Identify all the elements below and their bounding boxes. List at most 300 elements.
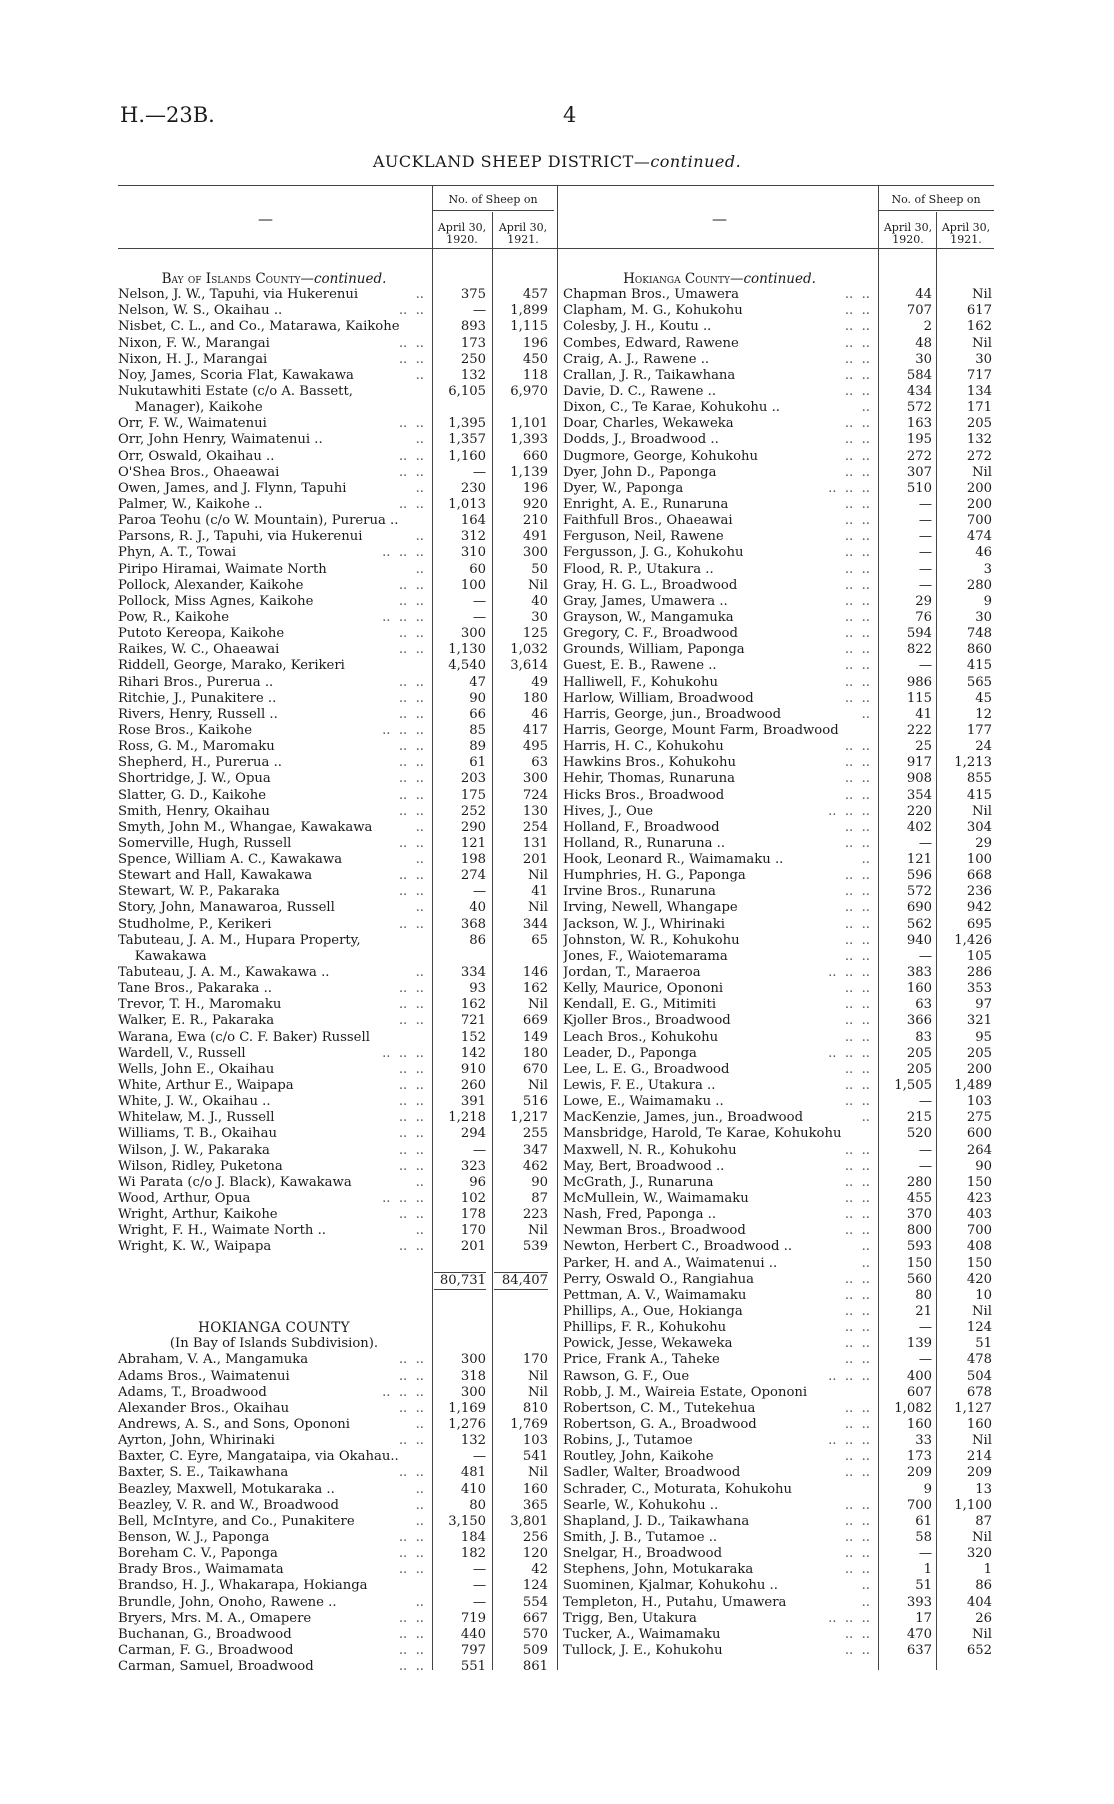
leader-dots: .. [415, 1416, 424, 1432]
leader-dots: .. [861, 1239, 870, 1255]
leader-dots: .. [415, 480, 424, 496]
sheep-1920: 312 [460, 529, 486, 545]
leader-dots: .. [415, 432, 424, 448]
table-row [563, 739, 994, 755]
owner-name: Ayrton, John, Whirinaki [118, 1433, 275, 1449]
owner-name: Rose Bros., Kaikohe [118, 722, 253, 738]
owner-name: Harris, H. C., Kohukohu [563, 739, 724, 755]
sheep-1920: — [472, 303, 486, 319]
table-row [563, 1207, 994, 1223]
leader-dots: .. .. [844, 916, 870, 932]
sheep-1920: 17 [915, 1610, 932, 1626]
table-row [563, 1143, 994, 1159]
leader-dots: .. .. [398, 916, 424, 932]
leader-dots: .. .. [398, 674, 424, 690]
leader-dots: .. .. [398, 1142, 424, 1158]
owner-name: Ritchie, J., Punakitere .. [118, 690, 277, 706]
sheep-1921: 24 [975, 739, 992, 755]
sheep-1921: 63 [531, 755, 548, 771]
sheep-1921: 423 [966, 1191, 992, 1207]
sheep-1921: 95 [975, 1029, 992, 1045]
owner-name: Shepherd, H., Pureruа .. [118, 755, 282, 771]
sheep-1920: — [472, 1578, 486, 1594]
sheep-1920: 3,150 [448, 1513, 486, 1529]
table-row [118, 771, 554, 787]
owner-name: Spence, William A. C., Kawakawa [118, 852, 343, 868]
owner-name: Nukutawhiti Estate (c/o A. Bassett, [118, 383, 353, 399]
sheep-1921: 668 [966, 868, 992, 884]
owner-name: Maxwell, N. R., Kohukohu [563, 1142, 737, 1158]
table-row [118, 1482, 554, 1498]
sheep-1920: 61 [915, 1513, 932, 1529]
right-group-rule [878, 210, 994, 211]
owner-name: Wright, F. H., Waimate North .. [118, 1223, 326, 1239]
sheep-1921: 6,970 [510, 383, 548, 399]
table-row [118, 820, 554, 836]
sheep-1920: 370 [906, 1207, 932, 1223]
sheep-1921: 160 [522, 1481, 548, 1497]
owner-name: Adams Bros., Waimatenui [118, 1368, 290, 1384]
sheep-1921: 40 [531, 593, 548, 609]
sheep-1920: 86 [469, 932, 486, 948]
sheep-1920: 274 [460, 868, 486, 884]
sheep-1921: 87 [531, 1191, 548, 1207]
table-row [563, 642, 994, 658]
leader-dots: .. .. [398, 593, 424, 609]
owner-name: Davie, D. C., Rawene .. [563, 383, 717, 399]
sheep-1921: 3,801 [510, 1513, 548, 1529]
table-row [118, 497, 554, 513]
sheep-1920: 334 [460, 965, 486, 981]
owner-name: Newman Bros., Broadwood [563, 1223, 746, 1239]
owner-name: Buchanan, G., Broadwood [118, 1626, 292, 1642]
sheep-1920: 40 [469, 900, 486, 916]
leader-dots: .. .. [844, 1336, 870, 1352]
leader-dots: .. .. [844, 1013, 870, 1029]
owner-name: Smyth, John M., Whangae, Kawakawa [118, 819, 373, 835]
sheep-1920: 481 [460, 1465, 486, 1481]
sheep-1920: 83 [915, 1029, 932, 1045]
leader-dots: .. .. [844, 787, 870, 803]
table-row [563, 949, 994, 965]
sheep-1921: 320 [966, 1546, 992, 1562]
table-row [563, 626, 994, 642]
sheep-1921: 300 [522, 545, 548, 561]
sheep-1921: 365 [522, 1497, 548, 1513]
leader-dots: .. .. [844, 1546, 870, 1562]
table-row [563, 981, 994, 997]
leader-dots: .. .. [844, 1320, 870, 1336]
sheep-1920: 368 [460, 916, 486, 932]
sheep-1921: 403 [966, 1207, 992, 1223]
leader-dots: .. .. [398, 642, 424, 658]
sheep-1920: 402 [906, 819, 932, 835]
leader-dots: .. .. [844, 545, 870, 561]
owner-name: Riddell, George, Marako, Kerikeri [118, 658, 345, 674]
sheep-1920: 318 [460, 1368, 486, 1384]
owner-name: Robb, J. M., Waireia Estate, Opononi [563, 1384, 808, 1400]
leader-dots: .. .. [844, 868, 870, 884]
sheep-1921: 177 [966, 722, 992, 738]
owner-name: Newton, Herbert C., Broadwood .. [563, 1239, 793, 1255]
section-heading [563, 271, 876, 287]
sheep-1921: 146 [522, 965, 548, 981]
owner-name: Tabuteau, J. A. M., Hupara Property, [118, 932, 361, 948]
leader-dots: .. .. [398, 981, 424, 997]
table-row [563, 1239, 994, 1255]
leader-dots: .. [415, 819, 424, 835]
sheep-1921: 570 [522, 1626, 548, 1642]
total-1921: 84,407 [494, 1272, 548, 1290]
table-row [118, 400, 554, 416]
sheep-1920: 551 [460, 1659, 486, 1675]
table-row [118, 416, 554, 432]
sheep-1920: 205 [906, 1045, 932, 1061]
sheep-1920: 510 [906, 480, 932, 496]
table-row [118, 852, 554, 868]
table-row [563, 384, 994, 400]
sheep-1920: 520 [906, 1126, 932, 1142]
leader-dots: .. .. [844, 1449, 870, 1465]
owner-name: Powick, Jesse, Wekaweka [563, 1336, 733, 1352]
sheep-1920: 607 [906, 1384, 932, 1400]
owner-name: Shortridge, J. W., Opua [118, 771, 271, 787]
sheep-1921: 118 [522, 367, 548, 383]
sheep-1921: 236 [966, 884, 992, 900]
sheep-1920: 940 [906, 932, 932, 948]
leader-dots: .. .. [398, 771, 424, 787]
table-row [118, 1126, 554, 1142]
owner-name: O'Shea Bros., Ohaeawai [118, 464, 280, 480]
table-row [118, 949, 554, 965]
owner-name: Hawkins Bros., Kohukohu [563, 755, 736, 771]
sheep-1920: 89 [469, 739, 486, 755]
sheep-1921: 617 [966, 303, 992, 319]
table-row [118, 1175, 554, 1191]
sheep-1921: 120 [522, 1546, 548, 1562]
table-row [563, 1578, 994, 1594]
leader-dots: .. [415, 900, 424, 916]
sheep-1921: Nil [528, 997, 548, 1013]
table-row [563, 1046, 994, 1062]
sheep-1920: — [918, 1094, 932, 1110]
owner-name: Somerville, Hugh, Russell [118, 835, 292, 851]
leader-dots: .. .. [398, 835, 424, 851]
sheep-1920: 205 [906, 1061, 932, 1077]
sheep-1921: 1,100 [954, 1497, 992, 1513]
sheep-1920: 150 [906, 1255, 932, 1271]
sheep-1920: 139 [906, 1336, 932, 1352]
sheep-1920: — [472, 464, 486, 480]
table-row [563, 1530, 994, 1546]
sheep-1921: 90 [531, 1174, 548, 1190]
table-row [563, 1595, 994, 1611]
table-row [563, 723, 994, 739]
sheep-1920: 572 [906, 400, 932, 416]
table-row [563, 287, 994, 303]
table-row [563, 771, 994, 787]
sheep-1920: 198 [460, 852, 486, 868]
sheep-1920: — [918, 658, 932, 674]
sheep-1921: 201 [522, 852, 548, 868]
sheep-1921: 462 [522, 1158, 548, 1174]
owner-name: Price, Frank A., Taheke [563, 1352, 720, 1368]
sheep-1921: 660 [522, 448, 548, 464]
owner-name: Alexander Bros., Okaihau [118, 1400, 290, 1416]
sheep-1921: 30 [975, 609, 992, 625]
leader-dots: .. .. [398, 448, 424, 464]
owner-name: Tullock, J. E., Kohukohu [563, 1642, 723, 1658]
sheep-1920: 391 [460, 1094, 486, 1110]
owner-name: Jackson, W. J., Whirinaki [563, 916, 725, 932]
owner-name: Halliwell, F., Kohukohu [563, 674, 718, 690]
owner-name: Wilson, Ridley, Puketona [118, 1158, 283, 1174]
owner-name: Abraham, V. A., Mangamuka [118, 1352, 309, 1368]
table-row [118, 578, 554, 594]
table-row [563, 1401, 994, 1417]
sheep-1920: 33 [915, 1433, 932, 1449]
sheep-1921: 415 [966, 658, 992, 674]
owner-name: Holland, F., Broadwood [563, 819, 720, 835]
table-row [118, 900, 554, 916]
sheep-1920: 1,169 [448, 1400, 486, 1416]
owner-name: Andrews, A. S., and Sons, Opononi [118, 1416, 350, 1432]
sheep-1921: 495 [522, 739, 548, 755]
sheep-1920: 9 [923, 1481, 932, 1497]
sheep-1920: 637 [906, 1642, 932, 1658]
owner-name: Robertson, G. A., Broadwood [563, 1416, 757, 1432]
leader-dots: .. .. [844, 1529, 870, 1545]
table-row [118, 1546, 554, 1562]
leader-dots: .. .. [844, 1174, 870, 1190]
owner-name: Dixon, C., Te Karae, Kohukohu .. [563, 400, 780, 416]
sheep-1920: 707 [906, 303, 932, 319]
owner-name: Walker, E. R., Pakaraka [118, 1013, 275, 1029]
leader-dots: .. .. .. [828, 965, 870, 981]
sheep-1921: 134 [966, 383, 992, 399]
leader-dots: .. [861, 400, 870, 416]
sheep-1920: 719 [460, 1610, 486, 1626]
sheep-1921: 132 [966, 432, 992, 448]
leader-dots: .. .. [398, 884, 424, 900]
owner-name: Bell, McIntyre, and Co., Punakitere [118, 1513, 355, 1529]
sheep-1920: 222 [906, 722, 932, 738]
sheep-1920: 170 [460, 1223, 486, 1239]
sheep-1920: 721 [460, 1013, 486, 1029]
sheep-1920: 61 [469, 755, 486, 771]
sheep-1920: 220 [906, 803, 932, 819]
leader-dots: .. .. [398, 1546, 424, 1562]
sheep-1921: 124 [522, 1578, 548, 1594]
leader-dots: .. [861, 1110, 870, 1126]
table-row [118, 658, 554, 674]
owner-name: Warana, Ewa (c/o C. F. Baker) Russell [118, 1029, 370, 1045]
sheep-1920: 470 [906, 1626, 932, 1642]
table-row [118, 1159, 554, 1175]
owner-name: Parsons, R. J., Tapuhi, via Hukerenui [118, 529, 363, 545]
sheep-1921: 100 [966, 852, 992, 868]
sheep-1920: 201 [460, 1239, 486, 1255]
owner-name: Studholme, P., Kerikeri [118, 916, 272, 932]
sheep-1921: 344 [522, 916, 548, 932]
table-row [563, 336, 994, 352]
table-row [563, 1562, 994, 1578]
sheep-1921: 149 [522, 1029, 548, 1045]
sheep-1920: — [472, 1449, 486, 1465]
table-row [118, 1046, 554, 1062]
leader-dots: .. .. [398, 1642, 424, 1658]
leader-dots: .. .. [844, 416, 870, 432]
sheep-1920: 455 [906, 1191, 932, 1207]
sheep-1920: 160 [906, 1416, 932, 1432]
table-row [563, 884, 994, 900]
owner-name: Pollock, Alexander, Kaikohe [118, 577, 304, 593]
owner-name: Story, John, Manawaroa, Russell [118, 900, 335, 916]
sheep-1921: 541 [522, 1449, 548, 1465]
sheep-1921: 861 [522, 1659, 548, 1675]
owner-name: Gray, James, Umawera .. [563, 593, 728, 609]
leader-dots: .. .. [398, 1368, 424, 1384]
table-row [118, 675, 554, 691]
table-row [118, 868, 554, 884]
sheep-1921: 474 [966, 529, 992, 545]
sheep-1920: 290 [460, 819, 486, 835]
owner-name: Nisbet, C. L., and Co., Matarawa, Kaikohe [118, 319, 400, 335]
sheep-1921: 205 [966, 416, 992, 432]
sheep-1920: 2 [923, 319, 932, 335]
sheep-1920: 307 [906, 464, 932, 480]
sheep-1921: 3,614 [510, 658, 548, 674]
owner-name: Rihari Bros., Pureruа .. [118, 674, 274, 690]
leader-dots: .. .. [844, 658, 870, 674]
leader-dots: .. .. [398, 1078, 424, 1094]
sheep-1920: 1 [923, 1562, 932, 1578]
sheep-1921: 200 [966, 1061, 992, 1077]
leader-dots: .. [415, 561, 424, 577]
leader-dots: .. .. [398, 1562, 424, 1578]
leader-dots: .. .. [844, 496, 870, 512]
owner-name: Manager), Kaikohe [118, 400, 263, 416]
leader-dots: .. .. [844, 997, 870, 1013]
sheep-1921: 1,393 [510, 432, 548, 448]
sheep-1920: 560 [906, 1271, 932, 1287]
owner-name: Guest, E. B., Rawene .. [563, 658, 717, 674]
sheep-1921: 3 [983, 561, 992, 577]
owner-name: Hives, J., Oue [563, 803, 654, 819]
table-row [118, 1369, 554, 1385]
leader-dots: .. .. [398, 335, 424, 351]
leader-dots: .. .. [398, 1529, 424, 1545]
owner-name: Pow, R., Kaikohe [118, 609, 230, 625]
owner-name: McGrath, J., Runaruna [563, 1174, 714, 1190]
leader-dots: .. .. [844, 1061, 870, 1077]
leader-dots: .. .. [398, 496, 424, 512]
sheep-1921: 404 [966, 1594, 992, 1610]
owner-name: Brundle, John, Onoho, Rawene .. [118, 1594, 337, 1610]
sheep-1921: 748 [966, 626, 992, 642]
sheep-1920: 6,105 [448, 383, 486, 399]
sheep-1920: 142 [460, 1045, 486, 1061]
sheep-1920: 1,130 [448, 642, 486, 658]
sheep-1920: 434 [906, 383, 932, 399]
leader-dots: .. .. [398, 303, 424, 319]
sheep-1921: 46 [531, 706, 548, 722]
sheep-1920: 85 [469, 722, 486, 738]
table-row [118, 449, 554, 465]
sheep-1920: 300 [460, 626, 486, 642]
sheep-1921: 810 [522, 1400, 548, 1416]
leader-dots: .. .. [844, 1158, 870, 1174]
sheep-1921: 45 [975, 690, 992, 706]
table-row [118, 642, 554, 658]
table-row [118, 352, 554, 368]
section-continued: —continued. [729, 271, 816, 287]
owner-name: Owen, James, and J. Flynn, Tapuhi [118, 480, 347, 496]
leader-dots: .. .. [844, 674, 870, 690]
sheep-1920: 132 [460, 1433, 486, 1449]
sheep-1921: 717 [966, 367, 992, 383]
owner-name: Hicks Bros., Broadwood [563, 787, 725, 803]
sheep-1921: 457 [522, 287, 548, 303]
table-row [563, 319, 994, 335]
owner-name: Jordan, T., Maraeroa [563, 965, 701, 981]
section-name: Hokianga County [623, 271, 730, 287]
sheep-1921: Nil [528, 1368, 548, 1384]
leader-dots: .. .. [844, 432, 870, 448]
sheep-1920: 48 [915, 335, 932, 351]
table-row [563, 820, 994, 836]
owner-name: Kawakawa [118, 948, 207, 964]
leader-dots: .. .. [398, 351, 424, 367]
sheep-1921: 205 [966, 1045, 992, 1061]
sheep-1921: 942 [966, 900, 992, 916]
sheep-1920: 173 [460, 335, 486, 351]
owner-name: Tucker, A., Waimamaku [563, 1626, 721, 1642]
sheep-1921: 420 [966, 1271, 992, 1287]
owner-name: Beazley, Maxwell, Motukaraka .. [118, 1481, 335, 1497]
sheep-1921: 46 [975, 545, 992, 561]
sheep-1921: 275 [966, 1110, 992, 1126]
sheep-1921: 667 [522, 1610, 548, 1626]
sheep-1921: 516 [522, 1094, 548, 1110]
owner-name: Clapham, M. G., Kohukohu [563, 303, 743, 319]
leader-dots: .. .. [844, 303, 870, 319]
table-row [563, 368, 994, 384]
sheep-1920: — [918, 1320, 932, 1336]
left-group-rule [432, 210, 554, 211]
table-row [118, 1385, 554, 1401]
leader-dots: .. .. [398, 1126, 424, 1142]
sheep-1920: — [918, 1546, 932, 1562]
sheep-1921: 415 [966, 787, 992, 803]
table-row [118, 1143, 554, 1159]
leader-dots: .. [415, 367, 424, 383]
leader-dots: .. .. [844, 1626, 870, 1642]
owner-name: Kjoller Bros., Broadwood [563, 1013, 731, 1029]
page-reference: H.—23B. [120, 103, 215, 127]
table-row [563, 1352, 994, 1368]
table-row [118, 545, 554, 561]
sheep-1921: 170 [522, 1352, 548, 1368]
owner-name: Parker, H. and A., Waimatenui .. [563, 1255, 778, 1271]
leader-dots: .. .. [844, 1223, 870, 1239]
sheep-1920: 1,357 [448, 432, 486, 448]
sheep-1920: 80 [915, 1287, 932, 1303]
owner-name: Whitelaw, M. J., Russell [118, 1110, 275, 1126]
sheep-1921: 700 [966, 513, 992, 529]
sheep-1921: 105 [966, 948, 992, 964]
sheep-1920: 44 [915, 287, 932, 303]
